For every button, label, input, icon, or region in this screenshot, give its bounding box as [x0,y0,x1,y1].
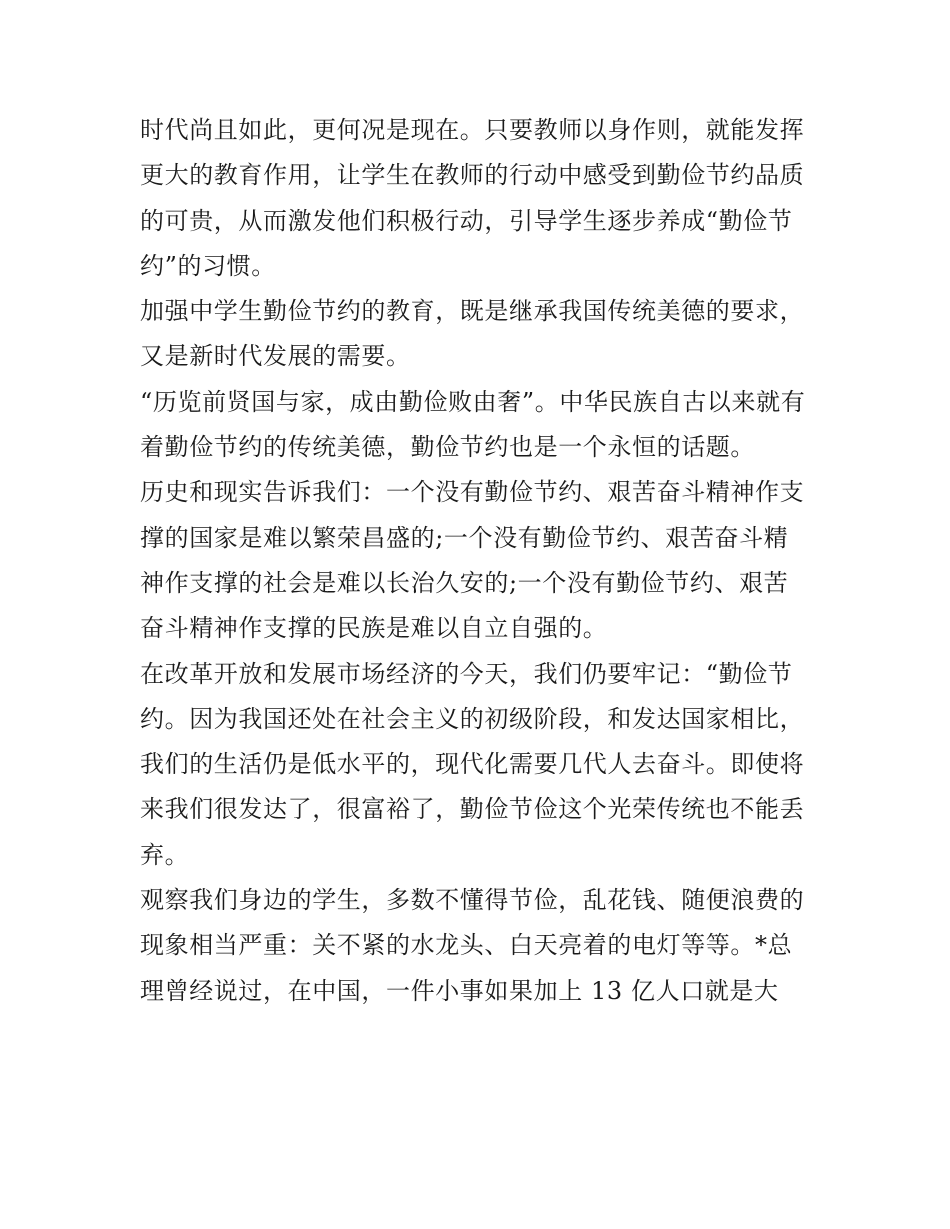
text-line: 来我们很发达了，很富裕了，勤俭节俭这个光荣传统也不能丢 [140,795,805,824]
text-line: 弃。 [140,840,190,869]
text-line: 又是新时代发展的需要。 [140,342,411,371]
text-line: 我们的生活仍是低水平的，现代化需要几代人去奋斗。即使将 [140,750,805,779]
text-line: 撑的国家是难以繁荣昌盛的;一个没有勤俭节约、艰苦奋斗精 [140,523,789,552]
text-line: 在改革开放和发展市场经济的今天，我们仍要牢记：“勤俭节 [140,659,793,688]
text-line: 神作支撑的社会是难以长治久安的;一个没有勤俭节约、艰苦 [140,568,789,597]
text-line: 历史和现实告诉我们：一个没有勤俭节约、艰苦奋斗精神作支 [140,478,805,507]
text-line: 观察我们身边的学生，多数不懂得节俭，乱花钱、随便浪费的 [140,886,805,915]
document-body [140,108,820,1014]
text-line: 理曾经说过，在中国，一件小事如果加上 13 亿人口就是大 [140,976,779,1005]
text-line: 更大的教育作用，让学生在教师的行动中感受到勤俭节约品质 [140,161,805,190]
text-line: 时代尚且如此，更何况是现在。只要教师以身作则，就能发挥 [140,116,805,144]
text-line: 奋斗精神作支撑的民族是难以自立自强的。 [140,614,608,643]
text-line: 的可贵，从而激发他们积极行动，引导学生逐步养成“勤俭节 [140,206,793,235]
text-line: “历览前贤国与家，成由勤俭败由奢”。中华民族自古以来就有 [140,387,806,416]
text-line: 约”的习惯。 [140,251,276,280]
text-line: 约。因为我国还处在社会主义的初级阶段，和发达国家相比， [140,704,805,733]
text-line: 现象相当严重：关不紧的水龙头、白天亮着的电灯等等。*总 [140,931,793,960]
text-line: 着勤俭节约的传统美德，勤俭节约也是一个永恒的话题。 [140,433,755,462]
text-line: 加强中学生勤俭节约的教育，既是继承我国传统美德的要求， [140,297,805,326]
